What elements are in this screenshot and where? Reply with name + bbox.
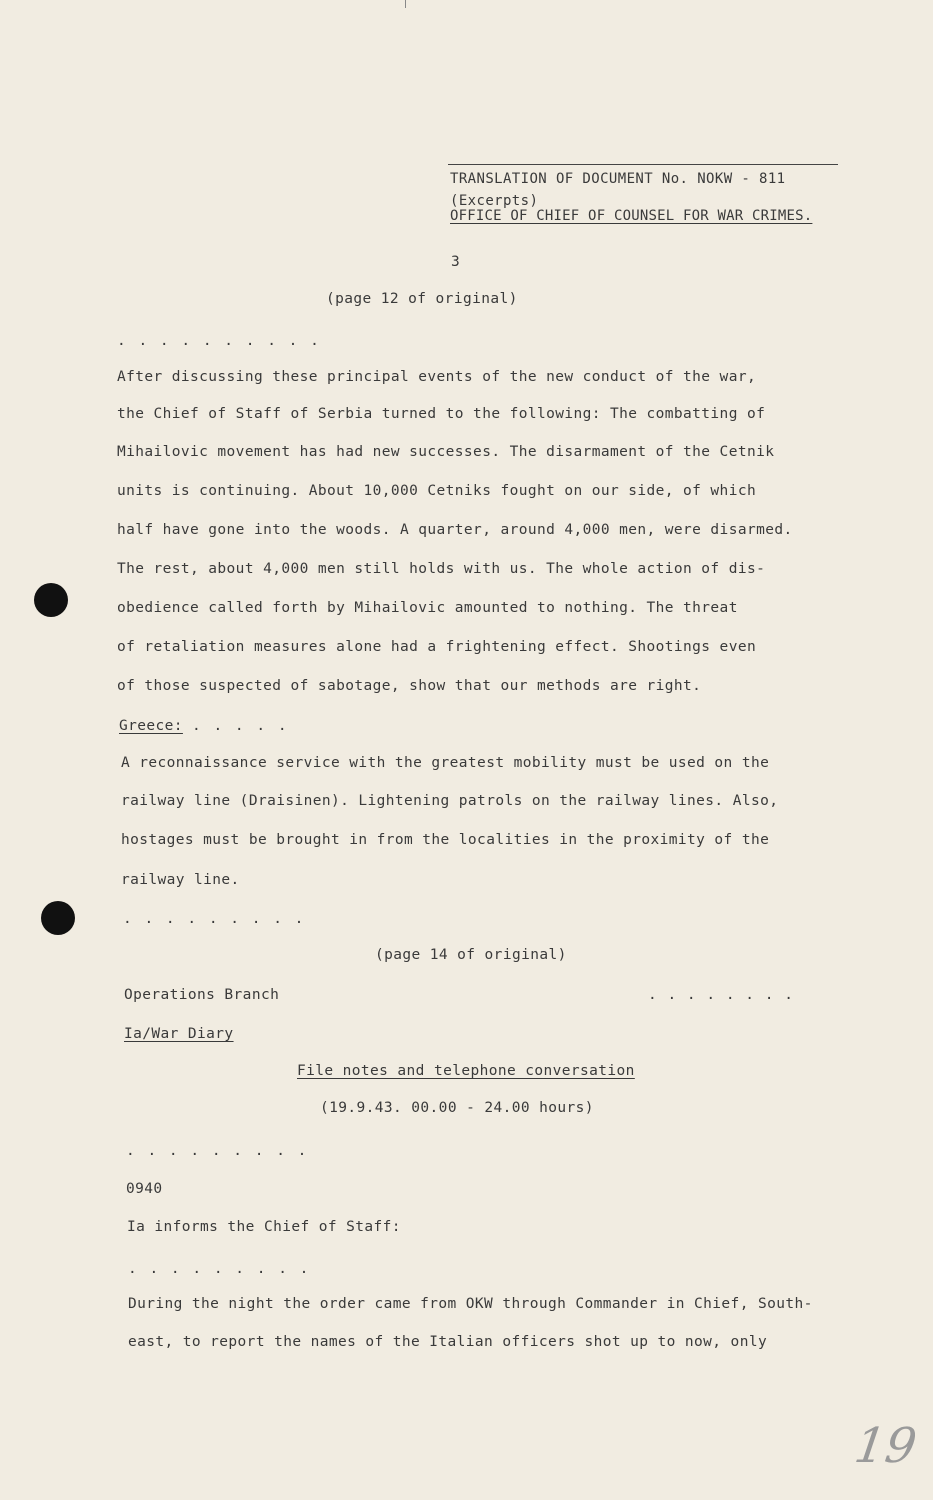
operations-branch: Operations Branch bbox=[124, 987, 280, 1003]
paragraph-2-line-2: railway line (Draisinen). Lightening patrols on the railway lines. Also, bbox=[121, 793, 779, 809]
header-translation-line: TRANSLATION OF DOCUMENT No. NOKW - 811 bbox=[450, 171, 786, 187]
header-office-line: OFFICE OF CHIEF OF COUNSEL FOR WAR CRIMES. bbox=[450, 208, 813, 224]
paragraph-3-line-2: east, to report the names of the Italian officers shot up to now, only bbox=[128, 1334, 768, 1350]
ellipsis-row-1: . . . . . . . . . . bbox=[117, 333, 321, 349]
paragraph-1-line-2: the Chief of Staff of Serbia turned to the following: The combatting of bbox=[117, 406, 766, 422]
paragraph-1-line-6: The rest, about 4,000 men still holds with us. The whole action of dis- bbox=[117, 561, 766, 577]
paragraph-1-line-1: After discussing these principal events of the new conduct of the war, bbox=[117, 369, 757, 385]
paragraph-2-line-3: hostages must be brought in from the localities in the proximity of the bbox=[121, 832, 770, 848]
ellipsis-row-3: . . . . . . . . . bbox=[126, 1143, 309, 1159]
punch-hole-upper bbox=[34, 583, 68, 617]
paragraph-1-line-5: half have gone into the woods. A quarter, around 4,000 men, were disarmed. bbox=[117, 522, 793, 538]
file-notes-title: File notes and telephone conversation bbox=[297, 1063, 635, 1079]
paragraph-2-line-1: A reconnaissance service with the greatest mobility must be used on the bbox=[121, 755, 770, 771]
header-excerpts-line: (Excerpts) bbox=[450, 193, 539, 209]
greece-label: Greece: bbox=[119, 718, 183, 734]
ellipsis-right: . . . . . . . . bbox=[648, 987, 794, 1003]
ia-informs-line: Ia informs the Chief of Staff: bbox=[127, 1219, 401, 1235]
section-number: 3 bbox=[451, 254, 461, 270]
time-entry: 0940 bbox=[126, 1181, 163, 1197]
ellipsis-row-2: . . . . . . . . . bbox=[123, 911, 306, 927]
punch-hole-lower bbox=[41, 901, 75, 935]
paragraph-3-line-1: During the night the order came from OKW through Commander in Chief, South- bbox=[128, 1296, 813, 1312]
paragraph-1-line-3: Mihailovic movement has had new successes. The disarmament of the Cetnik bbox=[117, 444, 775, 460]
top-edge-mark bbox=[405, 0, 406, 8]
ellipsis-row-4: . . . . . . . . . bbox=[128, 1261, 311, 1277]
handwritten-page-number: 19 bbox=[851, 1418, 921, 1474]
paragraph-1-line-7: obedience called forth by Mihailovic amounted to nothing. The threat bbox=[117, 600, 738, 616]
page-reference-14: (page 14 of original) bbox=[375, 947, 567, 963]
header-top-rule bbox=[448, 164, 838, 165]
paragraph-2-line-4: railway line. bbox=[121, 872, 240, 888]
date-time-range: (19.9.43. 00.00 - 24.00 hours) bbox=[320, 1100, 594, 1116]
greece-ellipsis: . . . . . bbox=[192, 718, 289, 734]
paragraph-1-line-4: units is continuing. About 10,000 Cetniks fought on our side, of which bbox=[117, 483, 757, 499]
page-reference-12: (page 12 of original) bbox=[326, 291, 518, 307]
war-diary-label: Ia/War Diary bbox=[124, 1026, 234, 1042]
paragraph-1-line-9: of those suspected of sabotage, show that our methods are right. bbox=[117, 678, 702, 694]
paragraph-1-line-8: of retaliation measures alone had a frightening effect. Shootings even bbox=[117, 639, 757, 655]
